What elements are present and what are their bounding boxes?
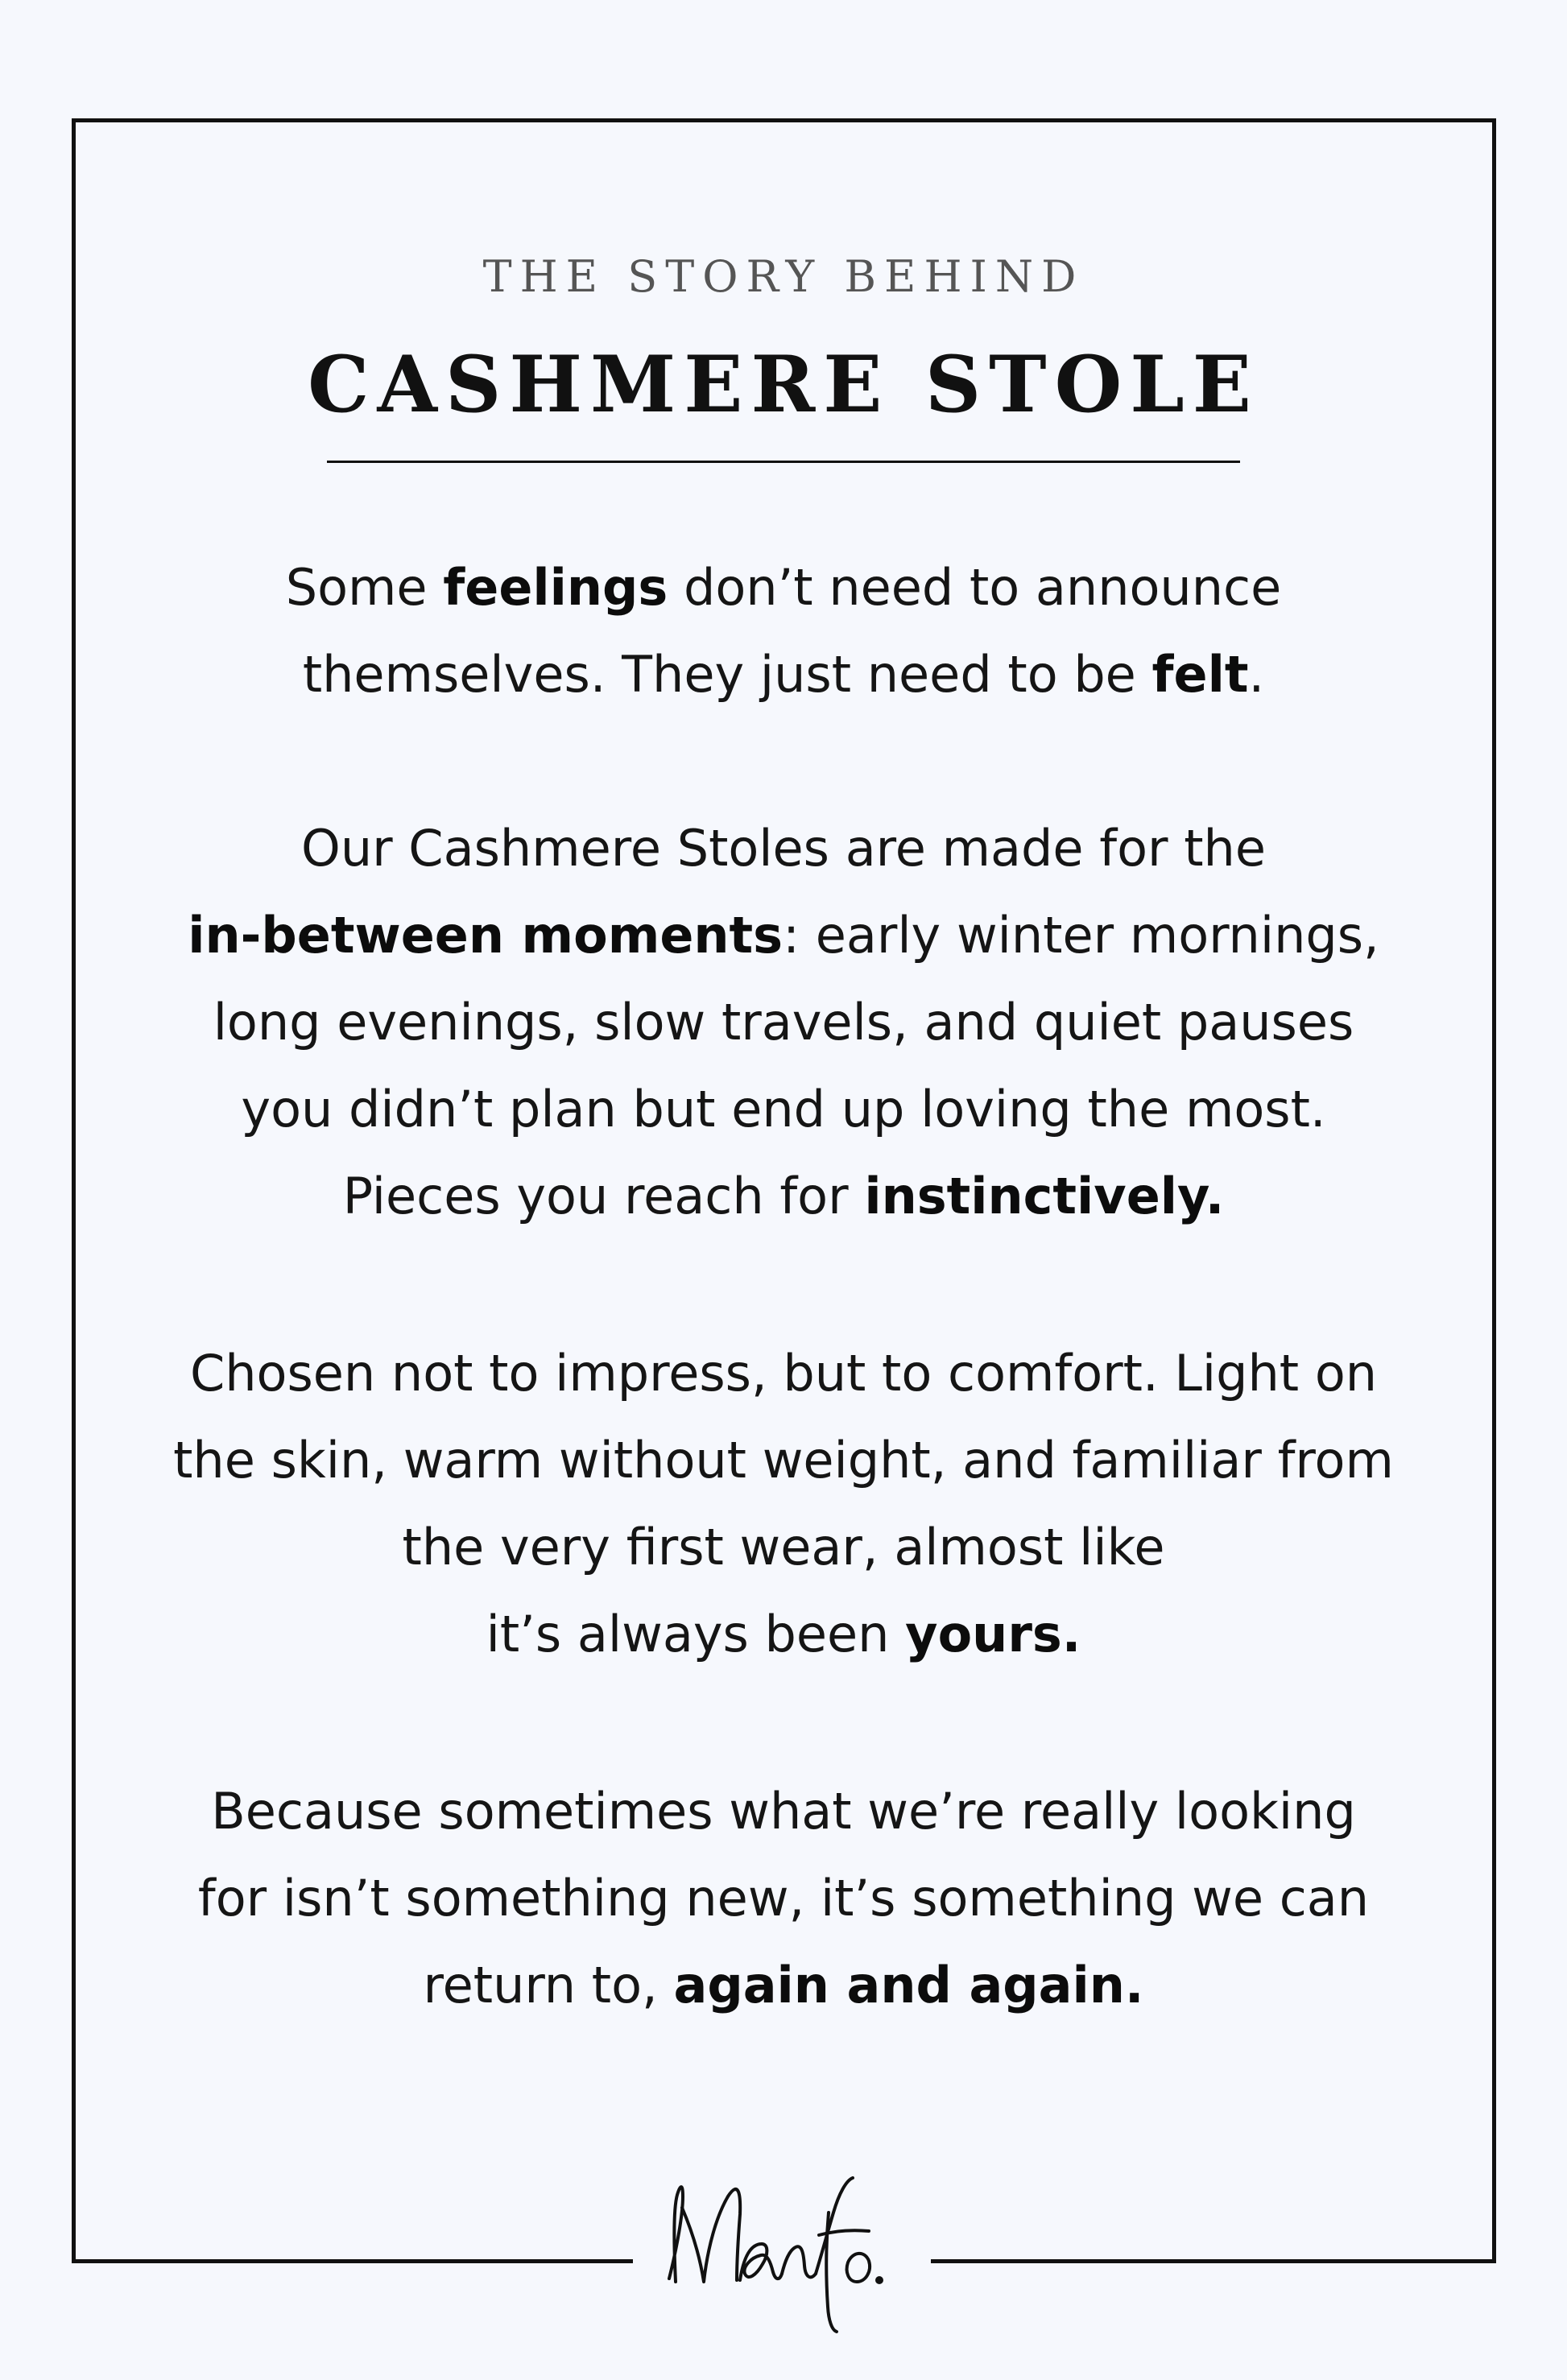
story-text: themselves. They just need to be (302, 645, 1152, 704)
page-title: CASHMERE STOLE (308, 339, 1259, 430)
story-text: Some (285, 558, 444, 617)
story-emphasis: felt (1151, 645, 1249, 704)
story-emphasis: in-between moments (188, 906, 784, 965)
story-text: the very first wear, almost like (402, 1518, 1165, 1576)
story-text: Chosen not to impress, but to comfort. Light on (189, 1344, 1378, 1403)
story-text: Because sometimes what we’re really looking (211, 1782, 1356, 1841)
story-emphasis: again and again. (673, 1956, 1144, 2014)
eyebrow-heading: THE STORY BEHIND (482, 251, 1085, 302)
story-emphasis: instinctively. (864, 1167, 1225, 1225)
story-text: . (1248, 645, 1265, 704)
story-text: you didn’t plan but end up loving the most. (241, 1080, 1326, 1138)
story-text: return to, (423, 1956, 674, 2014)
story-text: : early winter mornings, (783, 906, 1379, 965)
story-paragraph-1 (121, 544, 1446, 718)
signature-icon (647, 2134, 920, 2335)
story-emphasis: feelings (443, 558, 668, 617)
story-text: Our Cashmere Stoles are made for the (301, 819, 1266, 878)
story-paragraph-3 (121, 1330, 1446, 1678)
manto-signature-logo (647, 2134, 920, 2335)
title-divider (327, 461, 1240, 463)
story-text: don’t need to announce (668, 558, 1282, 617)
story-emphasis: yours. (905, 1605, 1081, 1663)
story-paragraph-2 (121, 805, 1446, 1240)
story-text: it’s always been (486, 1605, 906, 1663)
story-text: the skin, warm without weight, and familiar from (173, 1431, 1394, 1490)
story-paragraph-4 (121, 1768, 1446, 2029)
story-text: long evenings, slow travels, and quiet pauses (213, 993, 1354, 1052)
story-text: Pieces you reach for (342, 1167, 865, 1225)
story-text: for isn’t something new, it’s something we can (197, 1869, 1370, 1928)
